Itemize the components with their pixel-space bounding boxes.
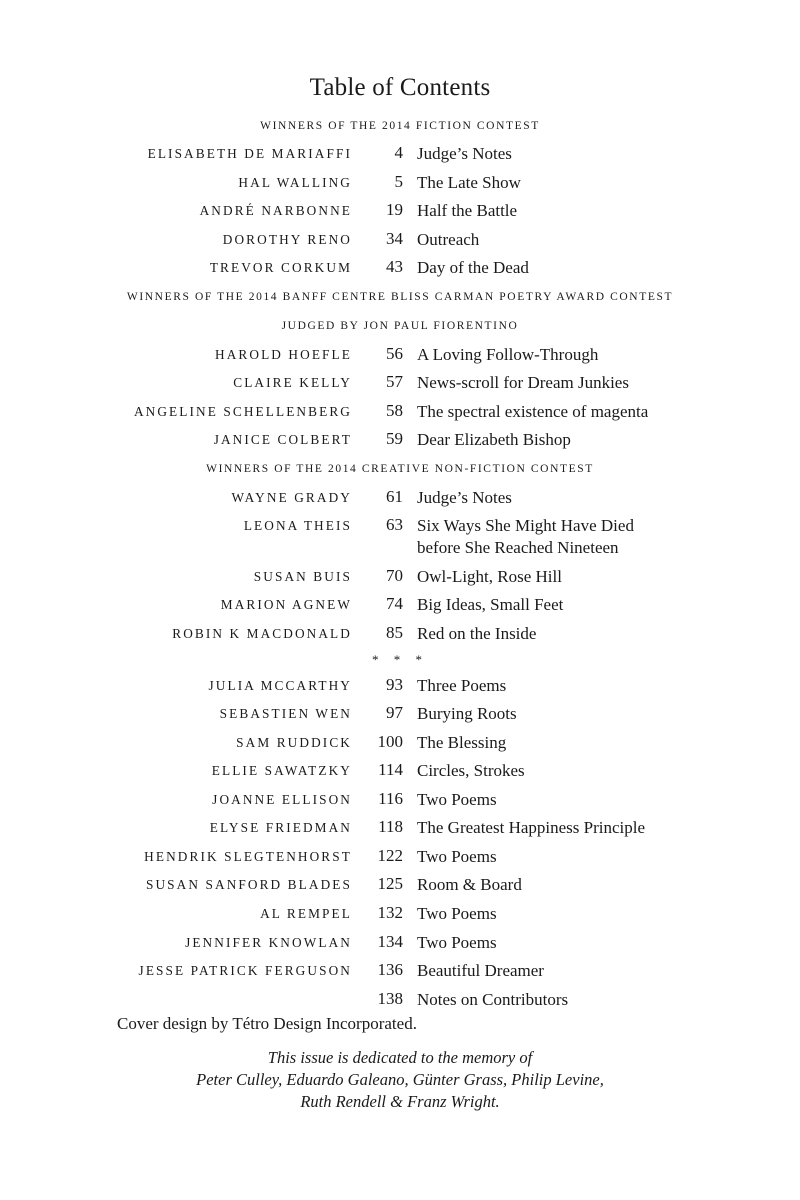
entry-page: 138 bbox=[377, 989, 403, 1008]
entry-author: DOROTHY RENO bbox=[222, 232, 352, 247]
entry-author: CLAIRE KELLY bbox=[233, 375, 352, 390]
entry-title: Two Poems bbox=[417, 904, 497, 923]
entry-title: Two Poems bbox=[417, 933, 497, 952]
entry-title: Red on the Inside bbox=[417, 624, 537, 643]
entry-page: 134 bbox=[377, 932, 403, 951]
entry-author: JANICE COLBERT bbox=[213, 432, 352, 447]
toc-entry bbox=[0, 143, 800, 171]
entry-author: ELYSE FRIEDMAN bbox=[209, 820, 352, 835]
entry-page: 116 bbox=[378, 789, 403, 808]
entry-page: 132 bbox=[377, 903, 403, 922]
entry-page: 34 bbox=[386, 229, 403, 248]
entry-author: ANGELINE SCHELLENBERG bbox=[133, 404, 352, 419]
toc-entry bbox=[0, 846, 800, 874]
entry-page: 100 bbox=[377, 732, 403, 751]
dedication-line: This issue is dedicated to the memory of bbox=[267, 1048, 533, 1067]
entry-author: LEONA THEIS bbox=[243, 518, 352, 533]
toc-entry bbox=[0, 703, 800, 731]
toc-entry bbox=[0, 172, 800, 200]
entry-page: 4 bbox=[394, 143, 403, 162]
entry-author: MARION AGNEW bbox=[220, 597, 352, 612]
entry-title: Room & Board bbox=[417, 875, 522, 894]
entry-title: Outreach bbox=[417, 230, 480, 249]
entry-title: Two Poems bbox=[417, 790, 497, 809]
entry-page: 58 bbox=[386, 401, 403, 420]
entry-page: 57 bbox=[386, 372, 403, 391]
entry-page: 59 bbox=[386, 429, 403, 448]
entry-page: 93 bbox=[386, 675, 403, 694]
entry-title: The spectral existence of magenta bbox=[417, 402, 649, 421]
entry-title: Half the Battle bbox=[417, 201, 518, 220]
toc-entry bbox=[0, 903, 800, 931]
entry-title: Judge’s Notes bbox=[417, 144, 512, 163]
entry-title: A Loving Follow-Through bbox=[417, 345, 599, 364]
cover-credit: Cover design by Tétro Design Incorporated. bbox=[117, 1014, 417, 1033]
toc-entry bbox=[0, 960, 800, 988]
entry-page: 74 bbox=[386, 594, 403, 613]
toc-entry bbox=[0, 344, 800, 372]
entry-title: The Late Show bbox=[417, 173, 521, 192]
entry-page: 125 bbox=[377, 874, 403, 893]
entry-page: 97 bbox=[386, 703, 403, 722]
entry-page: 122 bbox=[377, 846, 403, 865]
entry-page: 43 bbox=[386, 257, 403, 276]
entry-title: The Blessing bbox=[417, 733, 507, 752]
entry-page: 63 bbox=[386, 515, 403, 534]
entry-page: 19 bbox=[386, 200, 403, 219]
entry-author: HENDRIK SLEGTENHORST bbox=[144, 849, 352, 864]
entry-title: Day of the Dead bbox=[417, 258, 529, 277]
entry-title bbox=[417, 515, 634, 559]
entry-author: AL REMPEL bbox=[260, 906, 352, 921]
entry-title: Circles, Strokes bbox=[417, 761, 525, 780]
section-heading-nonfiction: WINNERS OF THE 2014 CREATIVE NON-FICTION CONTEST bbox=[206, 463, 594, 475]
entry-title: Owl-Light, Rose Hill bbox=[417, 567, 562, 586]
entry-page: 61 bbox=[386, 487, 403, 506]
entry-title: Burying Roots bbox=[417, 704, 517, 723]
entry-page: 136 bbox=[377, 960, 403, 979]
toc-entry bbox=[0, 429, 800, 457]
entry-author: WAYNE GRADY bbox=[231, 490, 352, 505]
dedication-line: Ruth Rendell & Franz Wright. bbox=[300, 1092, 500, 1111]
toc-entry bbox=[0, 515, 800, 565]
toc-entry bbox=[0, 817, 800, 845]
entry-title-line: before She Reached Nineteen bbox=[417, 538, 619, 557]
entry-author: JULIA MCCARTHY bbox=[208, 678, 352, 693]
entry-title: Notes on Contributors bbox=[417, 990, 569, 1009]
toc-entry bbox=[0, 594, 800, 622]
entry-title: News-scroll for Dream Junkies bbox=[417, 373, 629, 392]
entry-page: 114 bbox=[378, 760, 403, 779]
toc-entry bbox=[0, 566, 800, 594]
toc-entry bbox=[0, 732, 800, 760]
entry-title-line: Six Ways She Might Have Died bbox=[417, 516, 634, 535]
toc-entry bbox=[0, 623, 800, 651]
entry-title: Judge’s Notes bbox=[417, 488, 512, 507]
entry-author: JESSE PATRICK FERGUSON bbox=[138, 963, 352, 978]
entry-title: Big Ideas, Small Feet bbox=[417, 595, 564, 614]
toc-entry bbox=[0, 372, 800, 400]
entry-title: Beautiful Dreamer bbox=[417, 961, 544, 980]
entry-author: HAL WALLING bbox=[238, 175, 352, 190]
entry-author: JOANNE ELLISON bbox=[212, 792, 352, 807]
section-heading-fiction: WINNERS OF THE 2014 FICTION CONTEST bbox=[260, 120, 540, 132]
entry-author: JENNIFER KNOWLAN bbox=[185, 935, 352, 950]
entry-title: Three Poems bbox=[417, 676, 507, 695]
entry-author: ELLIE SAWATZKY bbox=[211, 763, 352, 778]
entry-page: 85 bbox=[386, 623, 403, 642]
toc-entry bbox=[0, 989, 800, 1017]
section-subheading-judge: JUDGED BY JON PAUL FIORENTINO bbox=[281, 320, 519, 332]
toc-entry bbox=[0, 874, 800, 902]
entry-author: SAM RUDDICK bbox=[236, 735, 352, 750]
toc-entry bbox=[0, 200, 800, 228]
page-title: Table of Contents bbox=[309, 74, 491, 101]
entry-title: Dear Elizabeth Bishop bbox=[417, 430, 571, 449]
entry-author: TREVOR CORKUM bbox=[209, 260, 352, 275]
entry-page: 56 bbox=[386, 344, 403, 363]
entry-page: 70 bbox=[386, 566, 403, 585]
entry-page: 5 bbox=[394, 172, 403, 191]
entry-author: ANDRÉ NARBONNE bbox=[199, 203, 352, 218]
toc-entry bbox=[0, 932, 800, 960]
entry-author: ROBIN K MACDONALD bbox=[172, 626, 352, 641]
toc-entry bbox=[0, 257, 800, 285]
entry-author: SUSAN BUIS bbox=[253, 569, 352, 584]
entry-author: SUSAN SANFORD BLADES bbox=[145, 877, 352, 892]
entry-author: SEBASTIEN WEN bbox=[219, 706, 352, 721]
entry-author: ELISABETH DE MARIAFFI bbox=[147, 146, 352, 161]
entry-page: 118 bbox=[378, 817, 403, 836]
toc-entry bbox=[0, 401, 800, 429]
toc-entry bbox=[0, 675, 800, 703]
toc-entry bbox=[0, 229, 800, 257]
dedication-line: Peter Culley, Eduardo Galeano, Günter Grass, Philip Levine, bbox=[196, 1070, 604, 1089]
entry-author: HAROLD HOEFLE bbox=[215, 347, 352, 362]
section-separator: * * * bbox=[372, 652, 428, 667]
entry-title: Two Poems bbox=[417, 847, 497, 866]
toc-entry bbox=[0, 789, 800, 817]
entry-title: The Greatest Happiness Principle bbox=[417, 818, 646, 837]
section-heading-poetry: WINNERS OF THE 2014 BANFF CENTRE BLISS CARMAN POETRY AWARD CONTEST bbox=[126, 291, 674, 303]
dedication bbox=[0, 1047, 800, 1113]
toc-entry bbox=[0, 760, 800, 788]
toc-entry bbox=[0, 487, 800, 515]
